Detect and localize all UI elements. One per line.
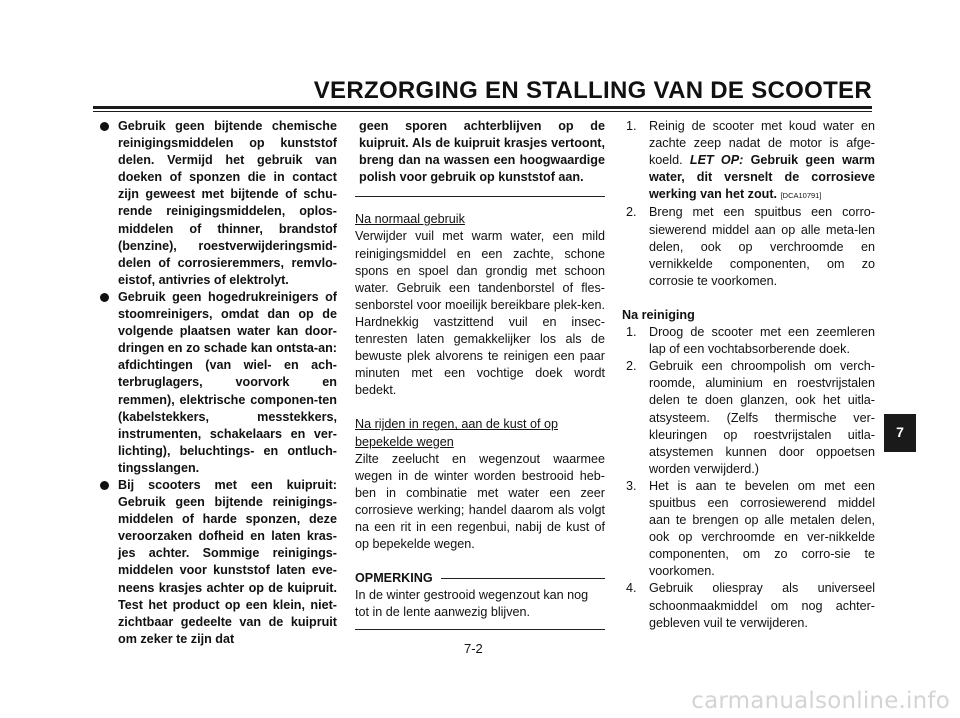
divider: [355, 196, 605, 197]
bullet-item: Gebruik geen bijtende chemische reinigingsmiddelen op kunststof delen. Vermijd het gebruik van doeken of sponzen die in contact zijn geweest met bijtende of schu-rende reinigingsmiddelen, oplos-middelen of thinner, brandstof (benzine), roestverwijderingsmid-delen of corrosieremmers, remvlo-eistof, antivries of elektrolyt.: [97, 118, 337, 289]
list-item: 1. Reinig de scooter met koud water en zachte zeep nadat de motor is afge-koeld. LET OP: Gebruik geen warm water, dit versnelt de corrosieve werking van het zout. [DCA10791]: [626, 119, 875, 202]
note-heading: OPMERKING: [355, 570, 605, 587]
caution-label: LET OP:: [689, 153, 744, 168]
note-text: In de winter gestrooid wegenzout kan nog tot in de lente aanwezig blijven.: [355, 588, 589, 620]
section-heading: Na reiniging: [622, 307, 695, 322]
bullet-continuation: geen sporen achterblijven op de kuipruit. Als de kuipruit krasjes vertoont, breng dan na wassen een hoogwaardige polish voor gebruik op kunststof aan.: [359, 119, 605, 185]
bullet-dot-icon: [100, 122, 109, 131]
column-3: [622, 118, 875, 632]
watermark: carmanualsonline.info: [691, 687, 950, 714]
list-item: 3. Het is aan te bevelen om met een spuitbus een corrosiewerend middel aan te brengen op alle metalen delen, ook op verchroomde en ver-nikkelde componenten, om zo corro-sie te voorkomen.: [626, 478, 875, 579]
page-number: 7-2: [464, 641, 483, 656]
column-2: [355, 118, 605, 644]
bullet-item: Gebruik geen hogedrukreinigers of stoomreinigers, omdat dan op de volgende plaatsen water kan door-dringen en zo schade kan ontsta-an: afdichtingen (van wiel- en ach-terbruglagers, voorvork en remmen), elektrische componen-ten (kabelstekkers, messtekkers, instrumenten, schakelaars en ver-lichting), beluchtings- en ontluch-tingsslangen.: [97, 289, 337, 477]
header-rule: [93, 106, 872, 109]
header-rule-thin: [93, 111, 872, 112]
section-heading: Na rijden in regen, aan de kust of op bepekelde wegen: [355, 417, 559, 449]
divider: [355, 629, 605, 630]
list-item: 1. Droog de scooter met een zeemleren lap of een vochtabsorberende doek.: [626, 325, 875, 357]
section-text: Verwijder vuil met warm water, een mild reinigingsmiddel en een zachte, schone spons en spoel dan grondig met schoon water. Gebruik een tandenborstel of fles-senborstel voor moeilijk bereikbare plek-ken. Hardnekkig vastzittend vuil en insec-tenresten laten gemakkelijker los als de bewuste plek alvorens te reinigen een paar minuten met een vochtige doek wordt bedekt.: [355, 229, 605, 398]
section-text: Zilte zeelucht en wegenzout waarmee wegen in de winter worden bestrooid heb-ben in combinatie met water een zeer corrosieve werking; handel daarom als volgt na een rit in een regenbui, nabij de kust of op bepekelde wegen.: [355, 451, 605, 552]
list-item: 4. Gebruik oliespray als universeel schoonmaakmiddel om nog achter-gebleven vuil te verwijderen.: [626, 581, 875, 630]
note-heading-rule: [441, 578, 605, 579]
section-heading: Na normaal gebruik: [355, 212, 465, 227]
bullet-item: Bij scooters met een kuipruit: Gebruik geen bijtende reinigings-middelen of harde sponzen, deze veroorzaken dofheid en laten kras-jes achter. Sommige reinigings-middelen voor kunststof laten eve-neens krasjes achter op de kuipruit. Test het product op een klein, niet-zichtbaar gedeelte van de kuipruit om zeker te zijn dat: [97, 477, 337, 648]
list-item: 2. Breng met een spuitbus een corro-siewerend middel aan op alle meta-len delen, ook op verchroomde en vernikkelde componenten, om zo corrosie te voorkomen.: [626, 205, 875, 288]
column-1: [97, 118, 337, 648]
page-title: VERZORGING EN STALLING VAN DE SCOOTER: [313, 77, 872, 104]
bullet-dot-icon: [100, 481, 109, 490]
caution-code: [DCA10791]: [780, 191, 822, 201]
list-item: 2. Gebruik een chroompolish om verch-roomde, aluminium en roestvrijstalen delen te doen glanzen, ook het uitla-atsysteem. (Zelfs thermische ver-kleuringen op roestvrijstalen uitla-atsystemen kunnen door oppoetsen worden verwijderd.): [626, 359, 875, 476]
bullet-dot-icon: [100, 293, 109, 302]
chapter-tab: 7: [884, 414, 916, 452]
